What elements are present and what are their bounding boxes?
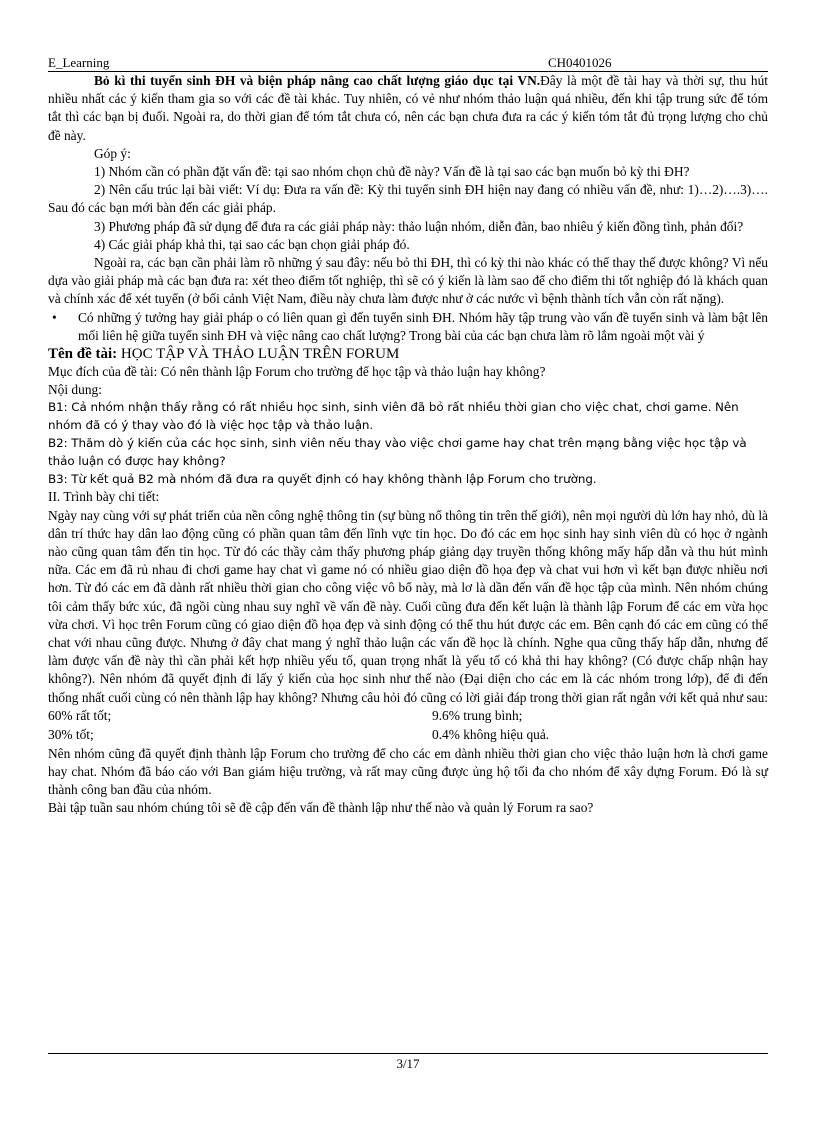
feedback-heading: Góp ý: [94,145,131,161]
header-course: E_Learning [48,55,110,70]
step-item: B1: Cả nhóm nhận thấy rằng có rất nhiều học sinh, sinh viên đã bỏ rất nhiều thời gian cho việc chat, chơi game. Nên nhóm đã có ý thay vào đó là việc học tập và thảo luận. [48,400,739,433]
page-content [48,72,768,818]
topic-purpose: Mục đích của đề tài: Có nên thành lập Forum cho trường để học tập và thảo luận hay không? [48,364,546,380]
review-intro [48,72,768,145]
bullet-text: Có những ý tưởng hay giải pháp o có liên quan gì đến tuyển sinh ĐH. Nhóm hãy tập trung vào vấn đề tuyển sinh và làm bật lên mối liên hệ giữa tuyển sinh ĐH và việc nâng cao chất lượng? Trong bài của các bạn chưa làm rõ lắm ngoài một vài ý [78,309,768,343]
feedback-item: 2) Nên cấu trúc lại bài viết: Ví dụ: Đưa ra vấn đề: Kỳ thi tuyển sinh ĐH hiện nay đang có nhiều vấn đề, như: 1)…2)….3)…. Sau đó các bạn mới bàn đến các giải pháp. [48,182,768,216]
step-item: B2: Thăm dò ý kiến của các học sinh, sinh viên nếu thay vào việc chơi game hay chat trên mạng bằng việc học tập và thảo luận có được hay không? [48,436,747,468]
section-heading: II. Trình bày chi tiết: [48,489,160,505]
review-topic: Bỏ kì thi tuyển sinh ĐH và biện pháp nâng cao chất lượng giáo dục tại VN. [94,73,541,88]
topic-title-label: Tên đề tài: [48,346,121,363]
feedback-item: 4) Các giải pháp khả thi, tại sao các bạn chọn giải pháp đó. [94,236,410,252]
survey-results [48,707,768,745]
bullet-item [48,309,768,345]
bullet-symbol: • [52,309,57,325]
result-item: 9.6% trung bình; [432,707,523,723]
page-header [48,55,768,72]
next-week-note: Bài tập tuần sau nhóm chúng tôi sẽ đề cập đến vấn đề thành lập như thế nào và quản lý Forum ra sao? [48,800,594,816]
topic-title [48,345,768,363]
footer-divider [48,1053,768,1054]
result-item: 0.4% không hiệu quả. [432,726,550,742]
step-item: B3: Từ kết quả B2 mà nhóm đã đưa ra quyết định có hay không thành lập Forum cho trường. [48,471,597,486]
feedback-item: 3) Phương pháp đã sử dụng để đưa ra các giải pháp này: thảo luận nhóm, diễn đàn, bao nhiêu ý kiến đồng tình, phản đối? [94,218,744,234]
feedback-item: 1) Nhóm cần có phần đặt vấn đề: tại sao nhóm chọn chủ đề này? Vấn đề là tại sao các bạn muốn bỏ kỳ thi ĐH? [94,164,690,180]
content-label: Nội dung: [48,382,102,398]
result-item: 60% rất tốt; [48,707,112,723]
result-item: 30% tốt; [48,726,94,742]
header-code: CH0401026 [548,55,612,70]
conclusion-paragraph: Nên nhóm cũng đã quyết định thành lập Forum cho trường để cho các em dành nhiều thời gian cho việc thảo luận hơn là chơi game hay chat. Nhóm đã báo cáo với Ban giám hiệu trường, và rất may cũng được ủng hộ tối đa cho nhóm để xây dựng Forum. Đó là sự thành công ban đầu của nhóm. [48,745,768,798]
page-number: 3/17 [396,1056,420,1071]
detail-paragraph: Ngày nay cùng với sự phát triển của nền công nghệ thông tin (sự bùng nổ thông tin trên thế giới), nên mọi người dù lớn hay nhỏ, dù là dân trí thức hay dân lao động cũng có phần quan tâm đến lĩnh vực tin học. Do đó các em học sinh hay sinh viên dù có học ở ngành nào cũng quan tâm đến tin học. Từ đó các thầy cảm thấy phương pháp giảng dạy truyền thống không mấy hấp dẫn và thu hút mình nữa. Các em đã rủ nhau đi chơi game hay chat vì game nó có nhiều giao diện đồ họa đẹp và chat vui hơn vì kết bạn được nhiều nơi hơn. Từ đó các em đã dành rất nhiều thời gian cho công việc vô bổ này, mà lơ là dần đến vấn đề học tập của mình. Nên nhóm chúng tôi cảm thấy bức xúc, đã ngồi cùng nhau suy nghĩ về vấn đề này. Cuối cũng đưa đến kết luận là thành lập Forum để các em vừa học vừa chơi. Vì học trên Forum cũng có giao diện đồ họa đẹp và sinh động có thể thu hút được các em. Bên cạnh đó các em cũng có thể chat với nhau cũng được. Nhưng ở đây chat mang ý nghĩ thảo luận các vấn đề học là chính. Nghe qua cũng thấy hấp dẫn, nhưng để làm được vấn đề này thì cần phải kết hợp nhiều yếu tố, quan trọng nhất là yếu tố có khả thi hay không? (Có được chấp nhận hay không?). Nên nhóm đã quyết định đi lấy ý kiến của học sinh như thế nào (Đại diện cho các em là các nhóm trong lớp), để đi đến thống nhất cuối cùng có nên thành lập hay không? Nhưng câu hỏi đó cũng có lời giải đáp trong thời gian rất ngắn với kết quả như sau: [48,507,769,705]
review-intro-text: Đây là một đề tài hay và thời sự, thu hút nhiều nhất các ý kiến tham gia so với các đề tài khác. Tuy nhiên, có vẻ như nhóm thảo luận quá nhiều, đến khi tập trung sức để tóm tắt thì các bạn bị đuối. Ngoài ra, do thời gian để tóm tắt chưa có, nên các bạn chưa đưa ra các ý kiến tóm tắt đủ trọng lượng cho chủ đề này. [48,73,768,143]
feedback-extra: Ngoài ra, các bạn cần phải làm rõ những ý sau đây: nếu bỏ thi ĐH, thì có kỳ thi nào khác có thể thay thế được không? Vì nếu dựa vào giải pháp mà các bạn đưa ra: xét theo điểm tốt nghiệp, thì sẽ có ý kiến là làm sao để cho điểm thi tốt nghiệp đó là khách quan và chính xác để xét tuyển (ở bối cảnh Việt Nam, điều này chưa làm được như ở các nước vì bệnh thành tích vẫn còn rất nặng). [48,255,768,307]
topic-title-text: HỌC TẬP VÀ THẢO LUẬN TRÊN FORUM [120,346,400,363]
